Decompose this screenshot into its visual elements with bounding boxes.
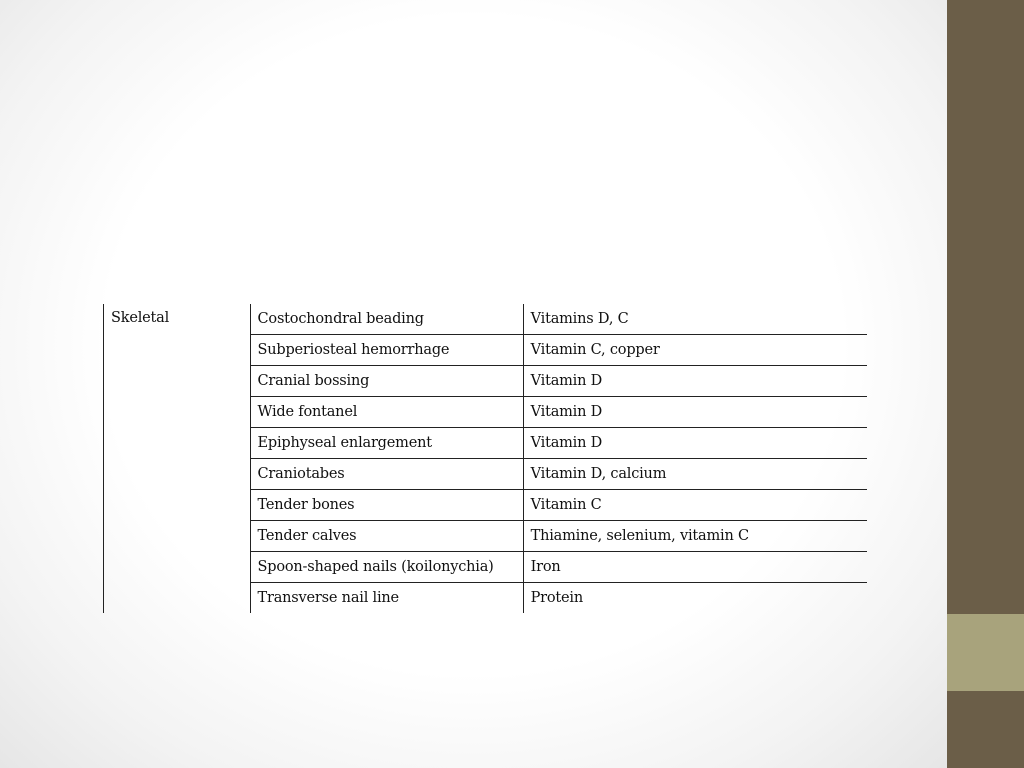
sidebar-accent-block xyxy=(947,614,1024,691)
clinical-sign-cell: Epiphyseal enlargement xyxy=(250,428,523,459)
clinical-sign-cell: Subperiosteal hemorrhage xyxy=(250,335,523,366)
clinical-sign-cell: Wide fontanel xyxy=(250,397,523,428)
nutrient-cell: Vitamin C xyxy=(523,490,867,521)
clinical-sign-cell: Transverse nail line xyxy=(250,583,523,614)
nutrient-cell: Thiamine, selenium, vitamin C xyxy=(523,521,867,552)
nutrient-cell: Vitamins D, C xyxy=(523,304,867,335)
clinical-sign-cell: Craniotabes xyxy=(250,459,523,490)
clinical-sign-cell: Cranial bossing xyxy=(250,366,523,397)
nutrient-cell: Protein xyxy=(530,590,584,606)
findings-table-container xyxy=(103,304,867,607)
nutrient-cell: Vitamin D, calcium xyxy=(523,459,867,490)
clinical-sign-cell: Tender calves xyxy=(250,521,523,552)
clinical-sign-cell: Spoon-shaped nails (koilonychia) xyxy=(250,552,523,583)
nutrient-cell: Vitamin D xyxy=(523,428,867,459)
nutrient-cell: Vitamin C, copper xyxy=(523,335,867,366)
clinical-sign-cell: Tender bones xyxy=(250,490,523,521)
clinical-sign-cell: Costochondral beading xyxy=(250,304,523,335)
nutrient-cell: Vitamin D xyxy=(523,397,867,428)
nutrient-cell: Vitamin D xyxy=(523,366,867,397)
category-cell: Skeletal xyxy=(104,304,251,613)
findings-table xyxy=(103,304,867,613)
table-row xyxy=(104,304,868,335)
nutrient-cell: Iron xyxy=(523,552,867,583)
